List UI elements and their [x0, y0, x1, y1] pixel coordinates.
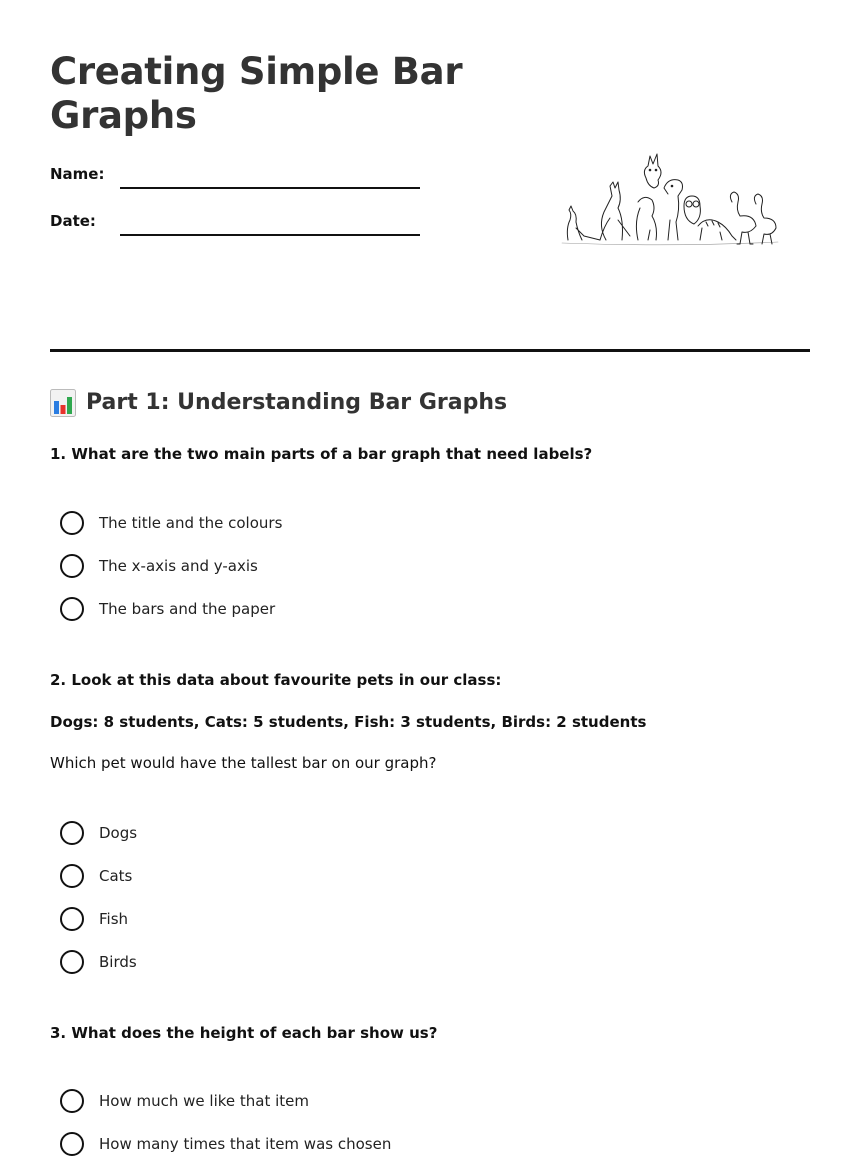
radio-circle-icon[interactable] [60, 511, 84, 535]
option-label: Fish [99, 910, 129, 928]
section-divider [50, 349, 810, 352]
question-1-option-3[interactable] [60, 596, 275, 622]
part1-title: Part 1: Understanding Bar Graphs [86, 390, 508, 415]
question-2-subprompt: Which pet would have the tallest bar on our graph? [50, 754, 437, 772]
option-label: How much we like that item [99, 1092, 309, 1110]
question-2-option-1[interactable] [60, 820, 137, 846]
option-label: The bars and the paper [99, 600, 276, 618]
worksheet-page [50, 0, 810, 1161]
radio-circle-icon[interactable] [60, 1132, 84, 1156]
radio-circle-icon[interactable] [60, 907, 84, 931]
option-label: The x-axis and y-axis [99, 557, 258, 575]
question-3-prompt: 3. What does the height of each bar show us? [50, 1024, 438, 1042]
date-field[interactable] [120, 234, 420, 236]
option-label: Birds [99, 953, 137, 971]
question-2-option-3[interactable] [60, 906, 128, 932]
option-label: Cats [99, 867, 133, 885]
radio-circle-icon[interactable] [60, 597, 84, 621]
bar-chart-icon [50, 389, 76, 417]
question-1-option-2[interactable] [60, 553, 258, 579]
worksheet-title: Creating Simple Bar Graphs [50, 50, 463, 137]
radio-circle-icon[interactable] [60, 821, 84, 845]
question-3-option-1[interactable] [60, 1088, 309, 1114]
question-1-option-1[interactable] [60, 510, 282, 536]
name-field[interactable] [120, 187, 420, 189]
question-1-prompt: 1. What are the two main parts of a bar graph that need labels? [50, 445, 593, 463]
radio-circle-icon[interactable] [60, 554, 84, 578]
question-3-option-2[interactable] [60, 1131, 391, 1157]
date-label: Date: [50, 212, 96, 230]
radio-circle-icon[interactable] [60, 950, 84, 974]
option-label: The title and the colours [99, 514, 283, 532]
name-label: Name: [50, 165, 105, 183]
question-2-data: Dogs: 8 students, Cats: 5 students, Fish: 3 students, Birds: 2 students [50, 713, 647, 731]
option-label: How many times that item was chosen [99, 1135, 392, 1153]
animals-illustration [560, 148, 780, 248]
radio-circle-icon[interactable] [60, 1089, 84, 1113]
part1-heading [50, 386, 507, 420]
question-2-option-4[interactable] [60, 949, 137, 975]
option-label: Dogs [99, 824, 138, 842]
radio-circle-icon[interactable] [60, 864, 84, 888]
question-2-option-2[interactable] [60, 863, 132, 889]
question-2-prompt: 2. Look at this data about favourite pets in our class: [50, 671, 502, 689]
